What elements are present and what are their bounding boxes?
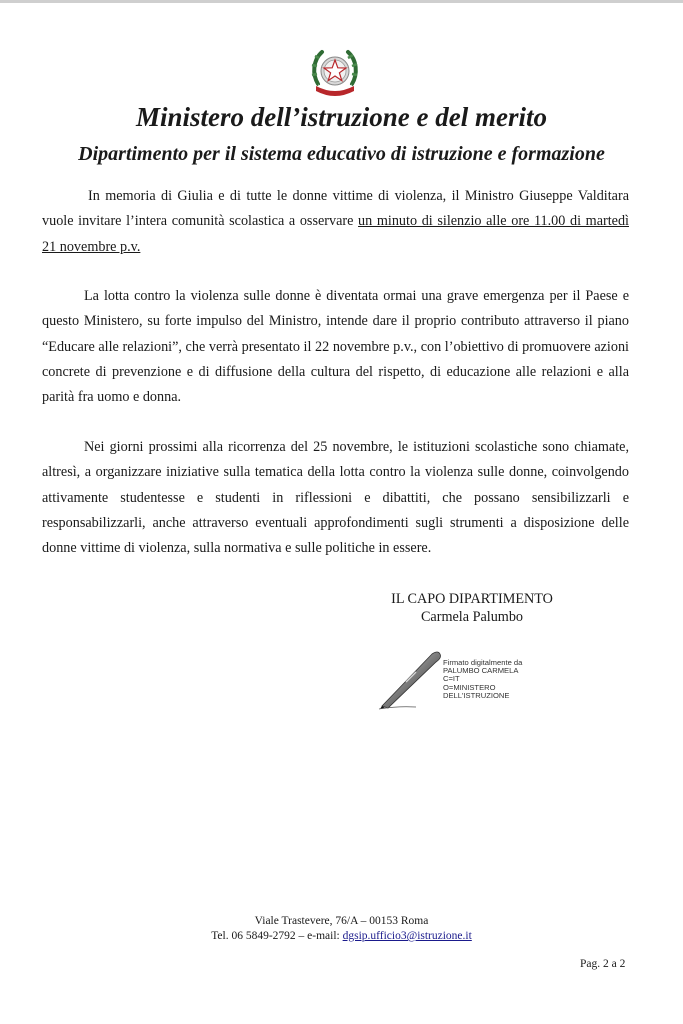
department-subtitle: Dipartimento per il sistema educativo di istruzione e formazione <box>78 143 605 165</box>
digital-signature-line: C=IT <box>443 674 460 684</box>
digital-signature-line: Firmato digitalmente da <box>443 658 523 667</box>
digital-signature-line: DELL'ISTRUZIONE <box>443 690 510 700</box>
paragraph-1-text: In memoria di Giulia e di tutte le donne vittime di violenza, il Ministro Giuseppe Valditara vuole invitare l’intera comunità scolastica a osservare <box>42 188 629 230</box>
digital-signature-line: PALUMBO CARMELA <box>443 666 519 676</box>
paragraph-education-plan <box>42 284 629 410</box>
digital-signature-text <box>443 659 522 700</box>
digital-signature-line: O=MINISTERO <box>443 682 496 692</box>
footer-address: Viale Trastevere, 76/A – 00153 Roma <box>254 915 429 927</box>
paragraph-3-text: Nei giorni prossimi alla ricorrenza del 25 novembre, le istituzioni scolastiche sono chiamate, altresì, a organizzare iniziative sulla tematica della lotta contro la violenza sulle donne, coinvolgendo attivamente studentesse e studenti in riflessioni e dibattiti, che possano sensibilizzarli e responsabilizzarli, anche attraverso eventuali approfondimenti sugli strumenti a disposizione delle donne vittime di violenza, sulla normativa e sulle politiche in essere. <box>42 439 629 557</box>
paragraph-2-text: La lotta contro la violenza sulle donne è diventata ormai una grave emergenza per il Paese e questo Ministero, su forte impulso del Ministro, intende dare il proprio contributo attraverso il piano “Educare alle relazioni”, che verrà presentato il 22 novembre p.v., con l’obiettivo di promuovere azioni concrete di prevenzione e di diffusione della cultura del rispetto, di educazione alle relazioni e alla parità fra uomo e donna. <box>42 288 629 406</box>
ministry-title: Ministero dell’istruzione e del merito <box>135 102 547 132</box>
signer-name: Carmela Palumbo <box>420 609 524 625</box>
paragraph-school-initiatives <box>42 435 629 561</box>
signer-role: IL CAPO DIPARTIMENTO <box>391 591 553 607</box>
email-link[interactable]: dgsip.ufficio3@istruzione.it <box>342 930 472 942</box>
digital-signature-stamp <box>376 648 566 712</box>
paragraph-silence-announcement <box>42 184 629 260</box>
pen-icon <box>376 648 442 710</box>
footer-contact <box>0 929 683 944</box>
page-number: Pag. 2 a 2 <box>580 958 626 970</box>
page-footer <box>0 914 683 944</box>
italian-republic-emblem-icon <box>310 44 360 100</box>
footer-phone: Tel. 06 5849-2792 – e-mail: <box>211 930 343 942</box>
top-border <box>0 0 683 3</box>
signature-block <box>360 590 584 626</box>
paragraph-1-underlined: un minuto di silenzio alle ore 11.00 di martedì 21 novembre p.v. <box>42 213 629 255</box>
